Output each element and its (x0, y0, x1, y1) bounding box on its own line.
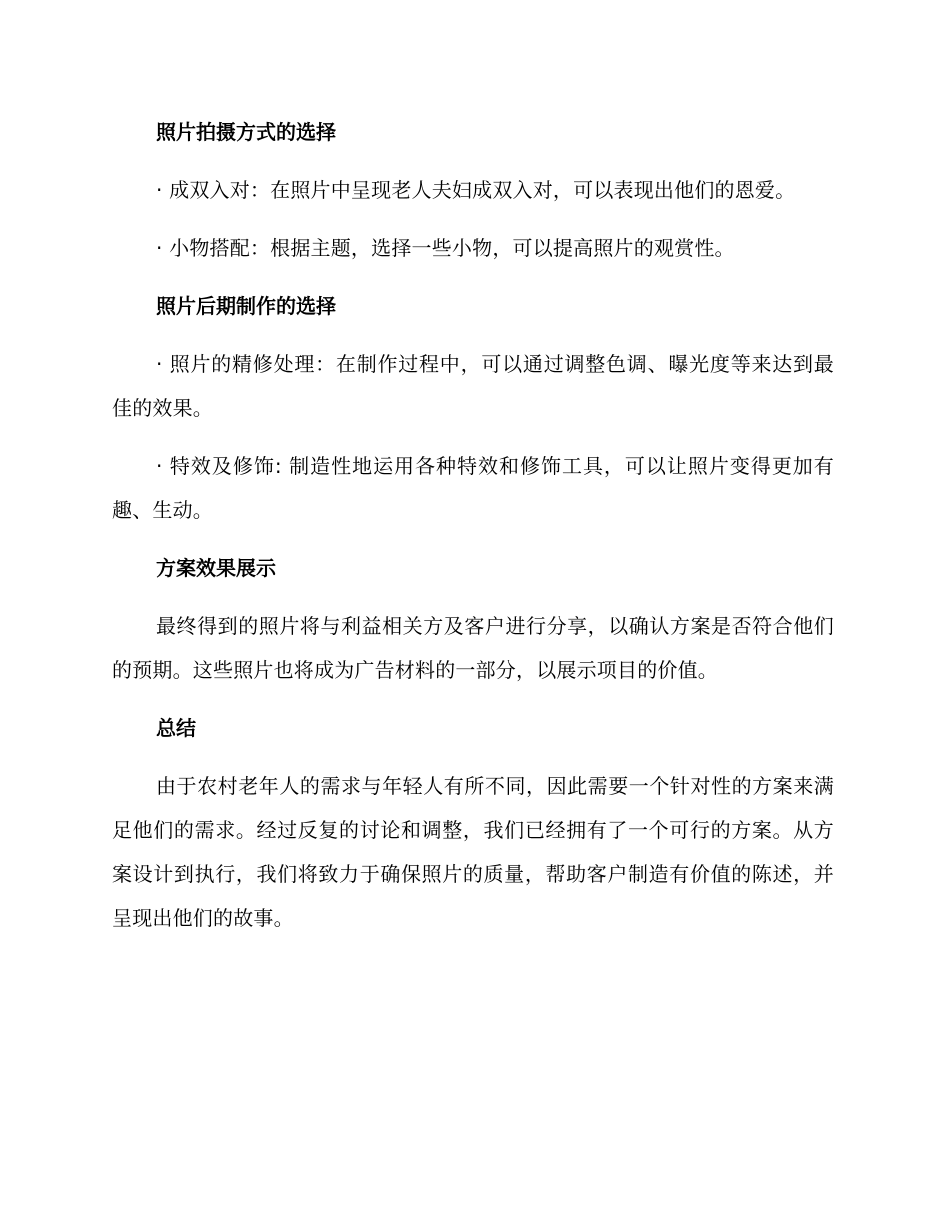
section-heading-result-display: 方案效果展示 (156, 556, 276, 580)
section-heading-shooting-method: 照片拍摄方式的选择 (156, 120, 336, 144)
paragraph-couple: · 成双入对：在照片中呈现老人夫妇成双入对，可以表现出他们的恩爱。 (156, 178, 796, 202)
document-body (112, 110, 834, 954)
paragraph-summary: 由于农村老年人的需求与年轻人有所不同，因此需要一个针对性的方案来满足他们的需求。经过反复的讨论和调整，我们已经拥有了一个可行的方案。从方案设计到执行，我们将致力于确保照片的质量，帮助客户制造有价值的陈述，并呈现出他们的故事。 (112, 774, 834, 930)
paragraph-retouching: · 照片的精修处理：在制作过程中，可以通过调整色调、曝光度等来达到最佳的效果。 (112, 352, 834, 420)
section-heading-summary: 总结 (156, 716, 196, 740)
paragraph-effects: · 特效及修饰: 制造性地运用各种特效和修饰工具，可以让照片变得更加有趣、生动。 (112, 454, 834, 522)
paragraph-props: · 小物搭配：根据主题，选择一些小物，可以提高照片的观赏性。 (156, 236, 735, 260)
section-heading-post-production: 照片后期制作的选择 (156, 294, 336, 318)
paragraph-result-sharing: 最终得到的照片将与利益相关方及客户进行分享，以确认方案是否符合他们的预期。这些照片也将成为广告材料的一部分，以展示项目的价值。 (112, 614, 834, 682)
